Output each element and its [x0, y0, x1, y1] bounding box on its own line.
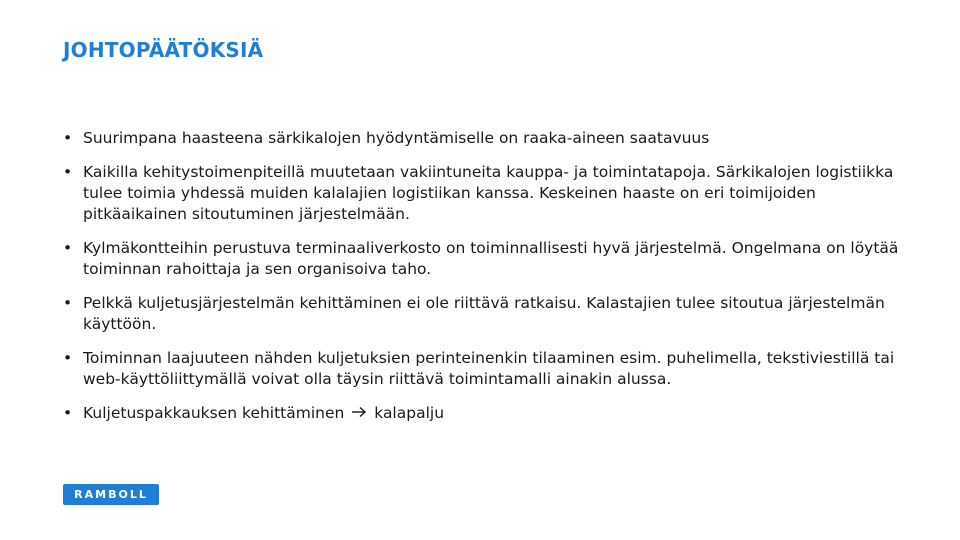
bullet-item: [63, 293, 903, 335]
bullet-text: Kylmäkontteihin perustuva terminaaliverkosto on toiminnallisesti hyvä järjestelmä. Ongelmana on löytää toiminnan rahoittaja ja sen organisoiva taho.: [83, 239, 899, 278]
ramboll-logo: RAMBOLL: [63, 484, 159, 505]
bullet-dot: •: [63, 129, 73, 147]
arrow-right-icon: [351, 403, 367, 424]
slide-title: JOHTOPÄÄTÖKSIÄ: [63, 38, 264, 62]
bullet-item: [63, 403, 903, 424]
bullet-item: [63, 162, 903, 225]
bullet-dot: •: [63, 404, 73, 422]
bullet-item: [63, 128, 903, 149]
bullet-dot: •: [63, 239, 73, 257]
bullet-text: Suurimpana haasteena särkikalojen hyödyntämiselle on raaka-aineen saatavuus: [83, 129, 710, 147]
bullet-text-after-arrow: kalapalju: [374, 404, 445, 422]
bullet-text: Pelkkä kuljetusjärjestelmän kehittäminen ei ole riittävä ratkaisu. Kalastajien tulee sitoutua järjestelmän käyttöön.: [83, 294, 885, 333]
bullet-item: [63, 238, 903, 280]
bullet-text: Toiminnan laajuuteen nähden kuljetuksien perinteinenkin tilaaminen esim. puhelimella, tekstiviestillä tai web-käyttöliittymällä voivat olla täysin riittävä toimintamalli ainakin alussa.: [83, 349, 895, 388]
bullet-dot: •: [63, 349, 73, 367]
bullet-item: [63, 348, 903, 390]
bullet-list: [63, 128, 903, 437]
bullet-text: Kaikilla kehitystoimenpiteillä muutetaan vakiintuneita kauppa- ja toimintatapoja. Särkikalojen logistiikka tulee toimia yhdessä muiden kalalajien logistiikan kanssa. Keskeinen haaste on eri toimijoiden pitkäaikainen sitoutuminen järjestelmään.: [83, 163, 894, 223]
bullet-dot: •: [63, 294, 73, 312]
bullet-dot: •: [63, 163, 73, 181]
bullet-text-before-arrow: Kuljetuspakkauksen kehittäminen: [83, 404, 345, 422]
